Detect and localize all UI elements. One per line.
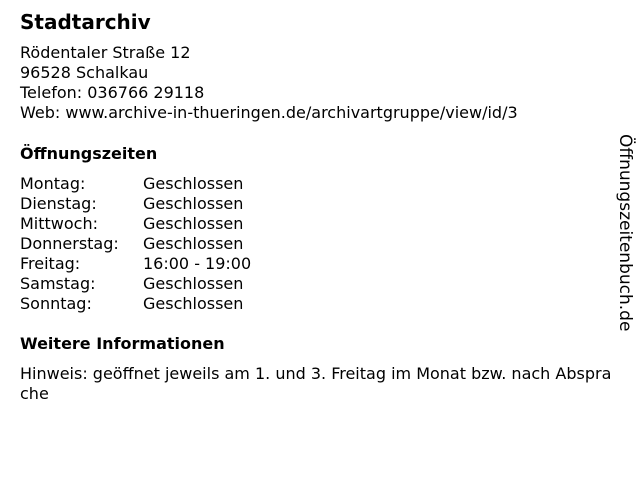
website: Web: www.archive-in-thueringen.de/archivartgruppe/view/id/3 bbox=[20, 103, 518, 122]
hours-value: Geschlossen bbox=[143, 194, 244, 213]
more-info-heading: Weitere Informationen bbox=[20, 334, 225, 353]
site-watermark: Öffnungszeitenbuch.de bbox=[615, 134, 635, 332]
day-label: Dienstag: bbox=[20, 194, 97, 213]
hours-row-thursday bbox=[20, 234, 520, 254]
postal-city: 96528 Schalkau bbox=[20, 63, 149, 82]
hours-row-wednesday bbox=[20, 214, 520, 234]
address-block bbox=[20, 43, 610, 123]
opening-hours-table bbox=[20, 174, 520, 314]
page-title: Stadtarchiv bbox=[20, 10, 151, 34]
day-label: Mittwoch: bbox=[20, 214, 98, 233]
hours-row-sunday bbox=[20, 294, 520, 314]
hours-row-friday bbox=[20, 254, 520, 274]
day-label: Sonntag: bbox=[20, 294, 92, 313]
hours-value: Geschlossen bbox=[143, 174, 244, 193]
hours-value: Geschlossen bbox=[143, 294, 244, 313]
phone-number: Telefon: 036766 29118 bbox=[20, 83, 205, 102]
opening-hours-heading: Öffnungszeiten bbox=[20, 144, 158, 163]
day-label: Montag: bbox=[20, 174, 86, 193]
day-label: Samstag: bbox=[20, 274, 96, 293]
day-label: Freitag: bbox=[20, 254, 81, 273]
hours-row-saturday bbox=[20, 274, 520, 294]
hours-value: 16:00 - 19:00 bbox=[143, 254, 252, 273]
street-address: Rödentaler Straße 12 bbox=[20, 43, 191, 62]
hours-row-monday bbox=[20, 174, 520, 194]
hours-value: Geschlossen bbox=[143, 274, 244, 293]
hours-value: Geschlossen bbox=[143, 234, 244, 253]
day-label: Donnerstag: bbox=[20, 234, 119, 253]
hours-row-tuesday bbox=[20, 194, 520, 214]
hours-value: Geschlossen bbox=[143, 214, 244, 233]
more-info-text: Hinweis: geöffnet jeweils am 1. und 3. Freitag im Monat bzw. nach Absprache bbox=[20, 364, 612, 403]
